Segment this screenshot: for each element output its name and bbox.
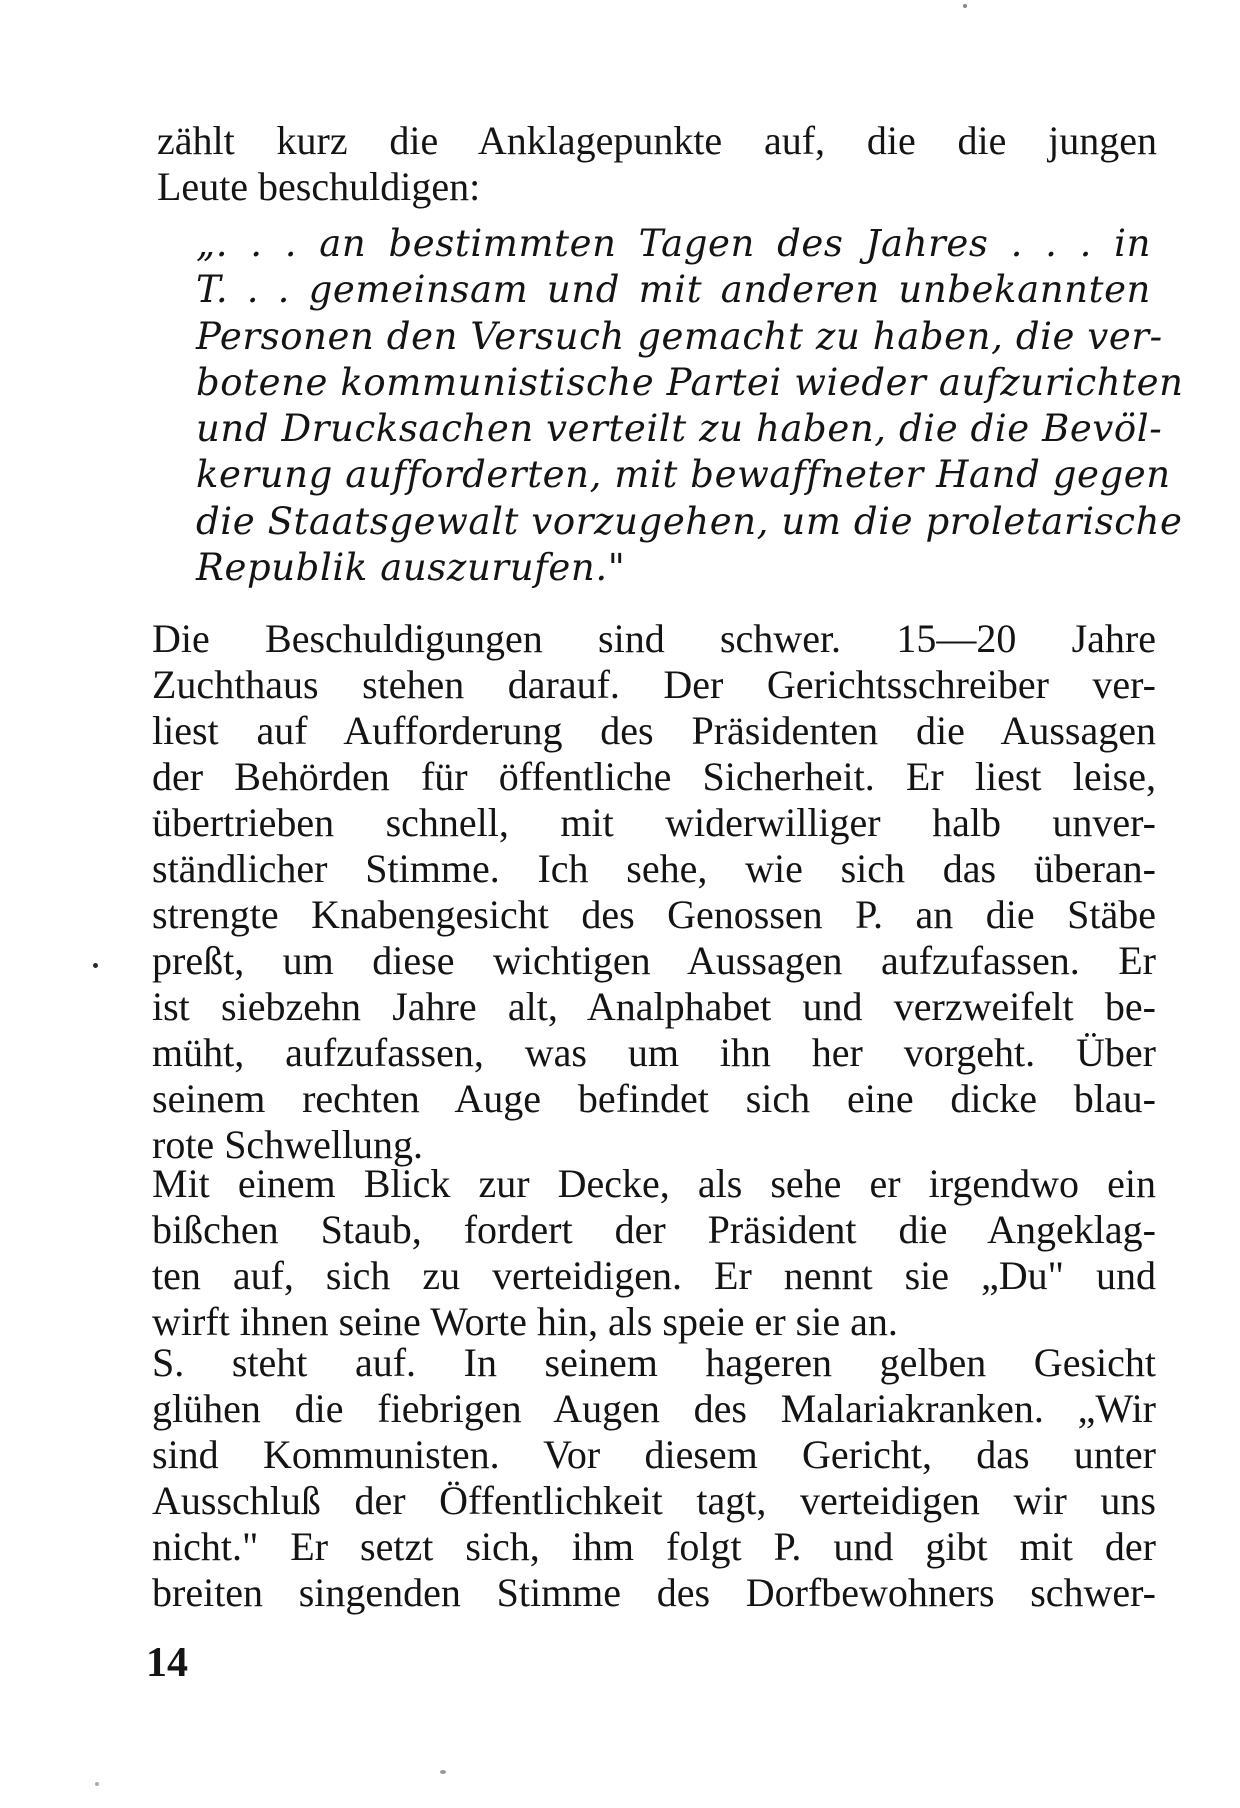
text-line: Mit einem Blick zur Decke, als sehe er irgendwo ein	[152, 1161, 1156, 1206]
indictment-quote	[196, 221, 1184, 591]
text-line: glühen die fiebrigen Augen des Malariakranken. „Wir	[152, 1386, 1156, 1431]
print-speck	[440, 1770, 446, 1774]
text-line: ständlicher Stimme. Ich sehe, wie sich das überan-	[152, 846, 1156, 891]
text-line: rote Schwellung.	[152, 1122, 424, 1167]
text-line: Ausschluß der Öffentlichkeit tagt, verteidigen wir uns	[152, 1478, 1156, 1523]
text-line: wirft ihnen seine Worte hin, als speie er sie an.	[152, 1299, 898, 1344]
print-speck	[963, 4, 967, 8]
text-line: sind Kommunisten. Vor diesem Gericht, das unter	[152, 1432, 1156, 1477]
text-line: der Behörden für öffentliche Sicherheit. Er liest leise,	[152, 754, 1156, 799]
text-line: bißchen Staub, fordert der Präsident die Angeklag-	[152, 1207, 1156, 1252]
text-line: preßt, um diese wichtigen Aussagen aufzufassen. Er	[152, 938, 1156, 983]
print-speck	[93, 963, 98, 968]
text-line: zählt kurz die Anklagepunkte auf, die die jungen	[157, 118, 1157, 163]
quote-line: Republik auszurufen."	[196, 546, 626, 590]
text-line: Zuchthaus stehen darauf. Der Gerichtsschreiber ver-	[152, 662, 1156, 707]
body-paragraph-defense	[152, 1340, 1156, 1616]
quote-line: Personen den Versuch gemacht zu haben, die ver-	[196, 314, 1163, 358]
quote-line: „. . . an bestimmten Tagen des Jahres . . . in	[196, 222, 1151, 265]
text-line: strengte Knabengesicht des Genossen P. an die Stäbe	[152, 892, 1156, 937]
quote-line: kerung aufforderten, mit bewaffneter Hand gegen	[196, 453, 1171, 497]
text-line: breiten singenden Stimme des Dorfbewohners schwer-	[152, 1570, 1156, 1615]
quote-line: botene kommunistische Partei wieder aufzurichten	[196, 360, 1184, 404]
body-paragraph-charges	[152, 616, 1156, 1168]
text-line: müht, aufzufassen, was um ihn her vorgeht. Über	[152, 1030, 1156, 1075]
intro-paragraph	[157, 118, 1157, 210]
quote-line: die Staatsgewalt vorzugehen, um die proletarische	[196, 499, 1183, 543]
quote-line: T. . . gemeinsam und mit anderen unbekannten	[196, 268, 1151, 312]
quote-line: und Drucksachen verteilt zu haben, die die Bevöl-	[196, 407, 1163, 451]
text-line: nicht." Er setzt sich, ihm folgt P. und gibt mit der	[152, 1524, 1156, 1569]
body-paragraph-president	[152, 1161, 1156, 1345]
text-line: ist siebzehn Jahre alt, Analphabet und verzweifelt be-	[152, 984, 1156, 1029]
text-line: Leute beschuldigen:	[157, 164, 481, 209]
text-line: S. steht auf. In seinem hageren gelben Gesicht	[152, 1340, 1156, 1385]
text-line: übertrieben schnell, mit widerwilliger halb unver-	[152, 800, 1156, 845]
text-line: seinem rechten Auge befindet sich eine dicke blau-	[152, 1076, 1156, 1121]
text-line: ten auf, sich zu verteidigen. Er nennt sie „Du" und	[152, 1253, 1156, 1298]
page-number: 14	[146, 1640, 188, 1686]
print-speck	[95, 1782, 99, 1786]
text-line: Die Beschuldigungen sind schwer. 15—20 Jahre	[152, 616, 1156, 661]
text-line: liest auf Aufforderung des Präsidenten die Aussagen	[152, 708, 1156, 753]
